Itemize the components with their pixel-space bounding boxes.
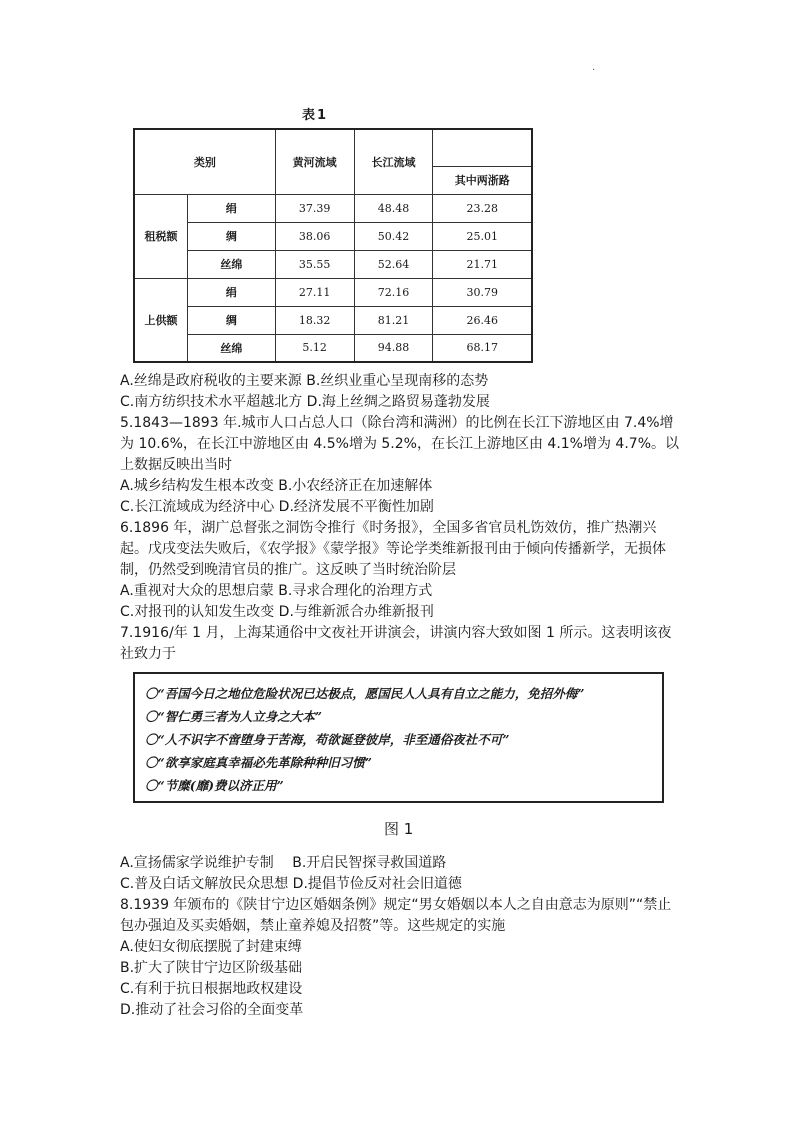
table-row: [134, 306, 532, 334]
q8-stem: 8.1939 年颁布的《陕甘宁边区婚姻条例》规定“男女婚姻以本人之自由意志为原则”“禁止包办强迫及买卖婚姻，禁止童养媳及招赘”等。这些规定的实施: [120, 897, 672, 934]
q8-option-c: C.有利于抗日根据地政权建设: [120, 981, 303, 997]
question-4-options: [120, 371, 680, 413]
item-cell: 丝绵: [188, 250, 276, 278]
value-cell: 48.48: [354, 194, 433, 222]
table-row: [134, 222, 532, 250]
q6-option-ab: A.重视对大众的思想启蒙 B.寻求合理化的治理方式: [120, 583, 433, 599]
value-cell: 18.32: [275, 306, 354, 334]
item-cell: 绢: [188, 194, 276, 222]
value-cell: 68.17: [433, 334, 532, 362]
q6-option-cd: C.对报刊的认知发生改变 D.与维新派合办维新报刊: [120, 604, 434, 620]
value-cell: 30.79: [433, 278, 532, 306]
group-label: 上供额: [134, 278, 188, 362]
q5-option-cd: C.长江流域成为经济中心 D.经济发展不平衡性加剧: [120, 499, 434, 515]
scan-dot: .: [592, 62, 596, 73]
figure-line: 〇“节糜(靡)费以济正用”: [145, 778, 284, 793]
value-cell: 35.55: [275, 250, 354, 278]
group-label: 租税额: [134, 194, 188, 278]
value-cell: 25.01: [433, 222, 532, 250]
table-row: [134, 194, 532, 222]
value-cell: 52.64: [354, 250, 433, 278]
value-cell: 50.42: [354, 222, 433, 250]
figure-caption: 图 1: [384, 820, 414, 838]
figure-line: 〇“智仁勇三者为人立身之大本”: [145, 709, 322, 724]
q5-stem: 5.1843—1893 年.城市人口占总人口（除台湾和满洲）的比例在长江下游地区由 7.4%增为 10.6%，在长江中游地区由 4.5%增为 5.2%，在长江上游地区由 4.1%增为 4.7%。以上数据反映出当时: [120, 415, 679, 473]
value-cell: 27.11: [275, 278, 354, 306]
question-7-options: [120, 853, 680, 895]
q8-option-b: B.扩大了陕甘宁边区阶级基础: [120, 960, 303, 976]
item-cell: 绸: [188, 306, 276, 334]
figure-line: 〇“人不识字不啻堕身于苦海，苟欲诞登彼岸，非至通俗夜社不可”: [145, 732, 510, 747]
value-cell: 72.16: [354, 278, 433, 306]
value-cell: 21.71: [433, 250, 532, 278]
q8-option-d: D.推动了社会习俗的全面变革: [120, 1002, 304, 1018]
value-cell: 23.28: [433, 194, 532, 222]
table-row: [134, 250, 532, 278]
value-cell: 38.06: [275, 222, 354, 250]
q5-option-ab: A.城乡结构发生根本改变 B.小农经济正在加速解体: [120, 478, 433, 494]
table-title: 表1: [302, 108, 329, 123]
item-cell: 绸: [188, 222, 276, 250]
item-cell: 丝绵: [188, 334, 276, 362]
table-row: [134, 334, 532, 362]
value-cell: 26.46: [433, 306, 532, 334]
question-8: [120, 895, 680, 1021]
figure-1-box: [133, 672, 664, 803]
q7-option-cd: C.普及白话文解放民众思想 D.提倡节俭反对社会旧道德: [120, 876, 462, 892]
header-category: 类别: [134, 129, 275, 194]
value-cell: 37.39: [275, 194, 354, 222]
value-cell: 5.12: [275, 334, 354, 362]
header-liangzhe: 其中两浙路: [433, 166, 532, 194]
q7-stem: 7.1916/年 1 月，上海某通俗中文夜社开讲演会，讲演内容大致如图 1 所示。这表明该夜社致力于: [120, 625, 672, 662]
header-huanghe: 黄河流域: [275, 129, 354, 194]
figure-line: 〇“欲享家庭真幸福必先革除种种旧习惯”: [145, 755, 372, 770]
silk-tax-table: [133, 128, 533, 363]
question-6: [120, 518, 680, 623]
question-5: [120, 413, 680, 518]
figure-line: 〇“吾国今日之地位危险状况已达极点，愿国民人人具有自立之能力，免招外侮”: [145, 686, 585, 701]
q7-option-ab: A.宣扬儒家学说维护专制 B.开启民智探寻救国道路: [120, 855, 447, 871]
value-cell: 94.88: [354, 334, 433, 362]
item-cell: 绢: [188, 278, 276, 306]
q4-option-ab: A.丝绵是政府税收的主要来源 B.丝织业重心呈现南移的态势: [120, 373, 489, 389]
table-row: [134, 278, 532, 306]
value-cell: 81.21: [354, 306, 433, 334]
header-changjiang: 长江流域: [354, 129, 433, 194]
q6-stem: 6.1896 年，湖广总督张之洞饬令推行《时务报》，全国多省官员札饬效仿，推广热潮兴起。戊戌变法失败后，《农学报》《蒙学报》等论学类维新报刊由于倾向传播新学，无损体制，仍然受到晚清官员的推广。这反映了当时统治阶层: [120, 520, 666, 578]
question-7-stem: [120, 623, 680, 665]
q4-option-cd: C.南方纺织技术水平超越北方 D.海上丝绸之路贸易蓬勃发展: [120, 394, 490, 410]
q8-option-a: A.使妇女彻底摆脱了封建束缚: [120, 939, 302, 955]
